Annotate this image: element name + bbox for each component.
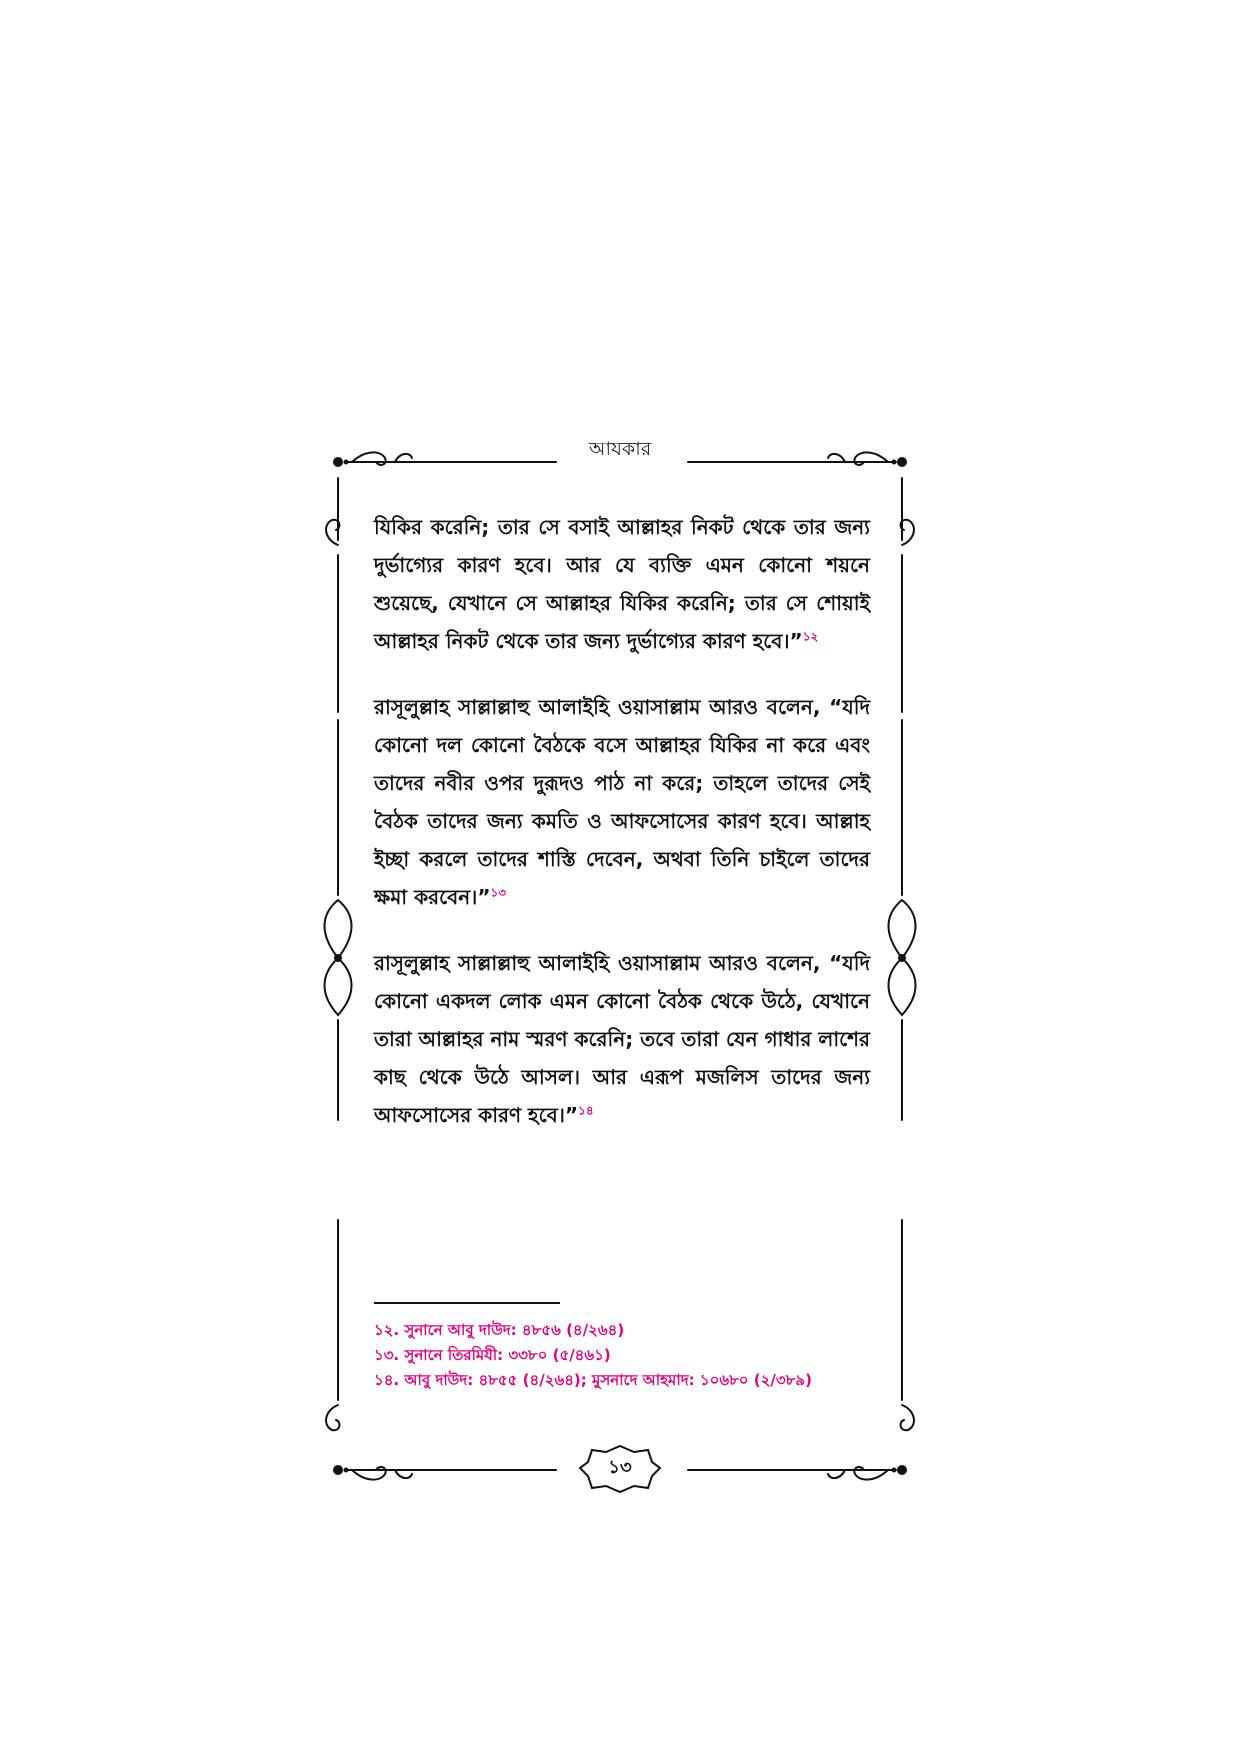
footnote-item: ১৪. আবু দাউদ: ৪৮৫৫ (৪/২৬৪); মুসনাদে আহমাদ: ১০৬৮০ (২/৩৮৯)	[374, 1371, 812, 1389]
footnotes	[374, 1318, 934, 1393]
footnote-reference[interactable]: ১২	[802, 629, 819, 644]
paragraph-text: রাসূলুল্লাহ সাল্লাল্লাহু আলাইহি ওয়াসাল্লাম আরও বলেন, “যদি কোনো একদল লোক এমন কোনো বৈঠক থেকে উঠে, যেখানে তারা আল্লাহর নাম স্মরণ করেনি; তবে তারা যেন গাধার লাশের কাছ থেকে উঠে আসল। আর এরূপ মজলিস তাদের জন্য আফসোসের কারণ হবে।”	[374, 951, 870, 1127]
page-number: ১৩	[608, 1457, 632, 1478]
paragraph-text: যিকির করেনি; তার সে বসাই আল্লাহর নিকট থেকে তার জন্য দুর্ভাগ্যের কারণ হবে। আর যে ব্যক্তি এমন কোনো শয়নে শুয়েছে, যেখানে সে আল্লাহর যিকির করেনি; তার সে শোয়াই আল্লাহর নিকট থেকে তার জন্য দুর্ভাগ্যের কারণ হবে।”	[374, 515, 870, 653]
paragraph	[374, 508, 870, 660]
running-title: আযকার	[588, 438, 652, 460]
paragraph	[374, 688, 870, 916]
footnote-separator	[374, 1302, 560, 1304]
body-text	[374, 508, 870, 1162]
footnote-item: ১৩. সুনানে তিরমিযী: ৩৩৮০ (৫/৪৬১)	[374, 1346, 611, 1364]
footnote-item: ১২. সুনানে আবু দাউদ: ৪৮৫৬ (৪/২৬৪)	[374, 1321, 625, 1339]
paragraph-text: রাসূলুল্লাহ সাল্লাল্লাহু আলাইহি ওয়াসাল্লাম আরও বলেন, “যদি কোনো দল কোনো বৈঠকে বসে আল্লাহর যিকির না করে এবং তাদের নবীর ওপর দুরূদও পাঠ না করে; তাহলে তাদের সেই বৈঠক তাদের জন্য কমতি ও আফসোসের কারণ হবে। আল্লাহ ইচ্ছা করলে তাদের শাস্তি দেবেন, অথবা তিনি চাইলে তাদের ক্ষমা করবেন।”	[374, 695, 870, 909]
footnote-reference[interactable]: ১৩	[490, 885, 507, 900]
footnote-reference[interactable]: ১৪	[578, 1103, 594, 1118]
paragraph	[374, 944, 870, 1134]
